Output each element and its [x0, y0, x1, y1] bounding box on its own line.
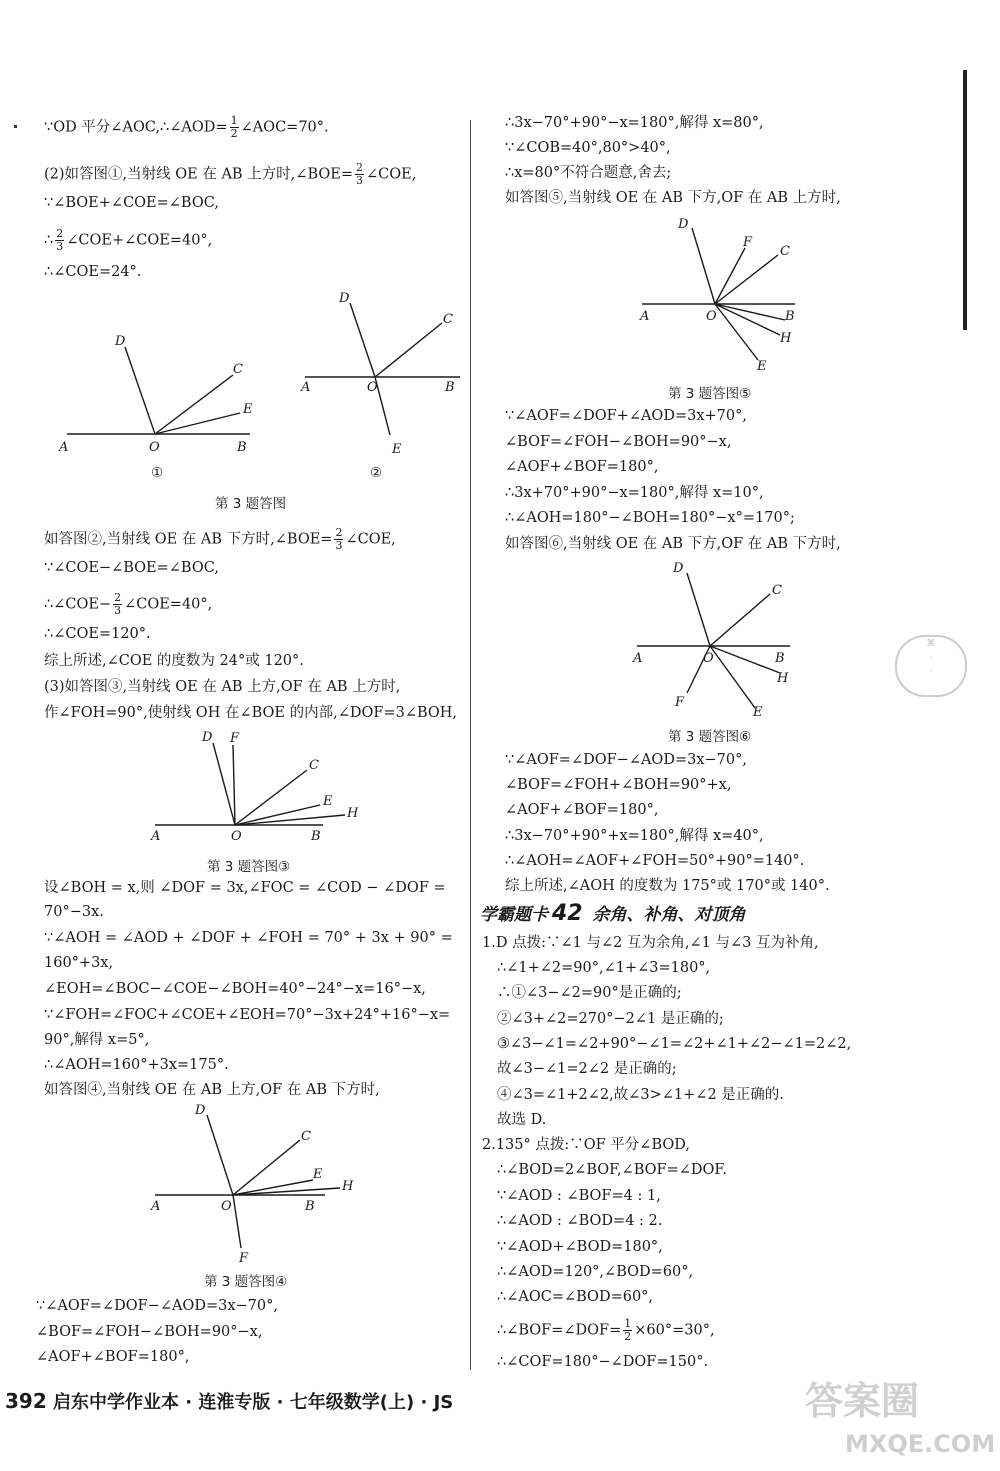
right-line-30: ∴∠AOD=120°,∠BOD=60°, [497, 1264, 694, 1280]
point-C: C [772, 583, 782, 598]
figure-2 [295, 285, 470, 479]
point-O: O [367, 380, 378, 395]
right-line-16: 综上所述,∠AOH 的度数为 175°或 170°或 140°. [505, 878, 830, 894]
left-line-2: (2)如答图①,当射线 OE 在 AB 上方时,∠BOE= $\frac{2}{3}$ ∠COE, [44, 161, 417, 187]
watermark-site: MXQE.COM [845, 1430, 996, 1458]
point-O: O [706, 309, 717, 324]
point-H: H [347, 806, 359, 821]
right-line-26: ∴∠BOD=2∠BOF,∠BOF=∠DOF. [497, 1162, 727, 1178]
right-line-19: ∴①∠3−∠2=90°是正确的; [497, 985, 682, 1001]
right-line-1: ∴3x−70°+90°−x=180°,解得 x=80°, [505, 115, 764, 131]
figure-1 [55, 325, 265, 464]
left-line-14: 70°−3x. [44, 904, 104, 920]
section-heading: 学霸题卡 42 余角、补角、对顶角 [480, 901, 746, 926]
watermark-logo: 答案圈 [805, 1379, 920, 1423]
left-line-20: ∴∠AOH=160°+3x=175°. [44, 1057, 229, 1073]
point-A: A [633, 651, 643, 666]
point-B: B [237, 440, 247, 455]
point-B: B [445, 380, 455, 395]
point-D: D [673, 561, 684, 576]
point-A: A [151, 829, 161, 844]
right-line-4: 如答图⑤,当射线 OE 在 AB 下方,OF 在 AB 上方时, [505, 190, 841, 206]
right-line-32: ∴∠BOF=∠DOF= $\frac{1}{2}$ ×60°=30°, [497, 1317, 715, 1343]
figure-5-caption: 第 3 题答图⑤ [668, 386, 752, 402]
left-line-21: 如答图④,当射线 OE 在 AB 上方,OF 在 AB 下方时, [44, 1082, 380, 1098]
right-line-15: ∴∠AOH=∠AOF+∠FOH=50°+90°=140°. [505, 853, 805, 869]
right-line-33: ∴∠COF=180°−∠DOF=150°. [497, 1354, 709, 1370]
column-divider [470, 120, 471, 1370]
left-line-4: ∴ $\frac{2}{3}$ ∠COE+∠COE=40°, [44, 227, 213, 253]
left-line-6: 如答图②,当射线 OE 在 AB 下方时,∠BOE= $\frac{2}{3}$ ∠COE, [44, 526, 396, 552]
left-line-11: (3)如答图③,当射线 OE 在 AB 上方,OF 在 AB 上方时, [44, 679, 401, 695]
point-A: A [59, 440, 69, 455]
point-H: H [780, 331, 792, 346]
right-line-6: ∠BOF=∠FOH−∠BOH=90°−x, [505, 434, 732, 450]
right-line-13: ∠AOF+∠BOF=180°, [505, 802, 659, 818]
point-D: D [195, 1103, 206, 1118]
figure-4 [145, 1100, 365, 1269]
figure-6-caption: 第 3 题答图⑥ [668, 729, 752, 745]
left-line-13: 设∠BOH = x,则 ∠DOF = 3x,∠FOC = ∠COD − ∠DOF = [44, 880, 446, 896]
point-O: O [231, 829, 242, 844]
left-line-23: ∠BOF=∠FOH−∠BOH=90°−x, [36, 1324, 263, 1340]
edge-bar [963, 70, 967, 330]
figure-caption: 第 3 题答图 [215, 496, 287, 512]
point-B: B [311, 829, 321, 844]
point-C: C [780, 244, 790, 259]
right-line-11: ∵∠AOF=∠DOF−∠AOD=3x−70°, [505, 752, 747, 768]
figure-3-caption: 第 3 题答图③ [207, 859, 291, 875]
point-F: F [239, 1251, 249, 1265]
point-C: C [443, 312, 453, 327]
left-line-3: ∵∠BOE+∠COE=∠BOC, [44, 195, 219, 211]
right-line-3: ∴x=80°不符合题意,舍去; [505, 165, 672, 181]
right-line-31: ∴∠AOC=∠BOD=60°, [497, 1289, 654, 1305]
left-line-5: ∴∠COE=24°. [44, 264, 142, 280]
right-line-23: ④∠3=∠1+2∠2,故∠3>∠1+∠2 是正确的. [497, 1087, 784, 1103]
right-line-17: 1.D 点拨:∵∠1 与∠2 互为余角,∠1 与∠3 互为补角, [482, 935, 819, 951]
right-line-22: 故∠3−∠1=2∠2 是正确的; [497, 1061, 677, 1077]
figure-2-label: ② [370, 465, 383, 481]
point-C: C [233, 362, 243, 377]
point-C: C [309, 758, 319, 773]
figure-5 [630, 210, 810, 379]
right-line-29: ∵∠AOD+∠BOD=180°, [497, 1239, 663, 1255]
fraction: $\frac{1}{2}$ [624, 1317, 632, 1343]
point-A: A [640, 309, 650, 324]
fraction: $\frac{2}{3}$ [356, 161, 363, 187]
figure-4-caption: 第 3 题答图④ [204, 1274, 288, 1290]
right-line-21: ③∠3−∠1=∠2+90°−∠1=∠2+∠1+∠2−∠1=2∠2, [497, 1036, 852, 1052]
right-line-8: ∴3x+70°+90°−x=180°,解得 x=10°, [505, 485, 764, 501]
right-line-7: ∠AOF+∠BOF=180°, [505, 459, 659, 475]
fraction: $\frac{1}{2}$ [230, 114, 238, 140]
point-E: E [323, 794, 333, 809]
point-F: F [743, 235, 753, 250]
figure-1-label: ① [151, 465, 164, 481]
left-line-24: ∠AOF+∠BOF=180°, [36, 1349, 190, 1365]
point-F: F [230, 731, 240, 746]
right-line-18: ∴∠1+∠2=90°,∠1+∠3=180°, [497, 960, 711, 976]
fraction: $\frac{2}{3}$ [56, 227, 64, 253]
left-line-17: ∠EOH=∠BOC−∠COE−∠BOH=40°−24°−x=16°−x, [44, 981, 426, 997]
point-B: B [785, 309, 795, 324]
stamp-graphic: ⌘ · · [895, 635, 967, 697]
point-D: D [202, 730, 213, 745]
book-title: 启东中学作业本 · 连淮专版 · 七年级数学(上) · JS [53, 1392, 454, 1413]
point-C: C [301, 1129, 311, 1144]
fraction: $\frac{2}{3}$ [335, 526, 343, 552]
point-A: A [151, 1199, 161, 1214]
point-B: B [305, 1199, 315, 1214]
left-line-15: ∵∠AOH = ∠AOD + ∠DOF + ∠FOH = 70° + 3x + 90° = [44, 930, 453, 946]
right-line-10: 如答图⑥,当射线 OE 在 AB 下方,OF 在 AB 下方时, [505, 536, 841, 552]
left-line-9: ∴∠COE=120°. [44, 626, 151, 642]
left-line-19: 90°,解得 x=5°, [44, 1032, 150, 1048]
left-line-1: ∵OD 平分∠AOC,∴∠AOD= $\frac{1}{2}$ ∠AOC=70°. [44, 114, 329, 140]
figure-3 [145, 725, 375, 854]
right-line-2: ∵∠COB=40°,80°>40°, [505, 140, 671, 156]
point-D: D [678, 217, 689, 232]
right-line-12: ∠BOF=∠FOH+∠BOH=90°+x, [505, 777, 732, 793]
point-D: D [339, 291, 350, 306]
point-B: B [775, 651, 785, 666]
right-line-25: 2.135° 点拨:∵OF 平分∠BOD, [482, 1137, 690, 1153]
left-line-18: ∵∠FOH=∠FOC+∠COE+∠EOH=70°−3x+24°+16°−x= [44, 1007, 451, 1023]
point-H: H [777, 671, 789, 686]
point-D: D [115, 334, 126, 349]
point-O: O [149, 440, 160, 455]
point-E: E [243, 402, 253, 417]
point-E: E [392, 442, 402, 457]
right-line-20: ②∠3+∠2=270°−2∠1 是正确的; [497, 1011, 724, 1027]
page-footer [5, 1388, 453, 1414]
left-line-16: 160°+3x, [44, 955, 114, 971]
right-line-28: ∴∠AOD : ∠BOD=4 : 2. [497, 1213, 663, 1229]
point-A: A [301, 380, 311, 395]
point-O: O [221, 1199, 232, 1214]
point-E: E [313, 1167, 323, 1182]
left-line-7: ∵∠COE−∠BOE=∠BOC, [44, 560, 219, 576]
point-E: E [757, 359, 767, 374]
point-H: H [342, 1179, 354, 1194]
point-O: O [703, 651, 714, 666]
fraction: $\frac{2}{3}$ [114, 591, 122, 617]
point-E: E [753, 705, 763, 720]
page-number: 392 [5, 1389, 47, 1413]
figure-6 [625, 558, 810, 727]
margin-dot [14, 125, 17, 128]
right-line-9: ∴∠AOH=180°−∠BOH=180°−x°=170°; [505, 510, 795, 526]
left-line-10: 综上所述,∠COE 的度数为 24°或 120°. [44, 653, 304, 669]
left-line-8: ∴∠COE− $\frac{2}{3}$ ∠COE=40°, [44, 591, 213, 617]
right-line-14: ∴3x−70°+90°+x=180°,解得 x=40°, [505, 828, 764, 844]
left-line-12: 作∠FOH=90°,使射线 OH 在∠BOE 的内部,∠DOF=3∠BOH, [44, 705, 458, 721]
right-line-24: 故选 D. [497, 1112, 547, 1128]
left-line-22: ∵∠AOF=∠DOF−∠AOD=3x−70°, [36, 1298, 278, 1314]
right-line-5: ∵∠AOF=∠DOF+∠AOD=3x+70°, [505, 408, 747, 424]
point-F: F [675, 695, 685, 710]
right-line-27: ∵∠AOD : ∠BOF=4 : 1, [497, 1188, 661, 1204]
